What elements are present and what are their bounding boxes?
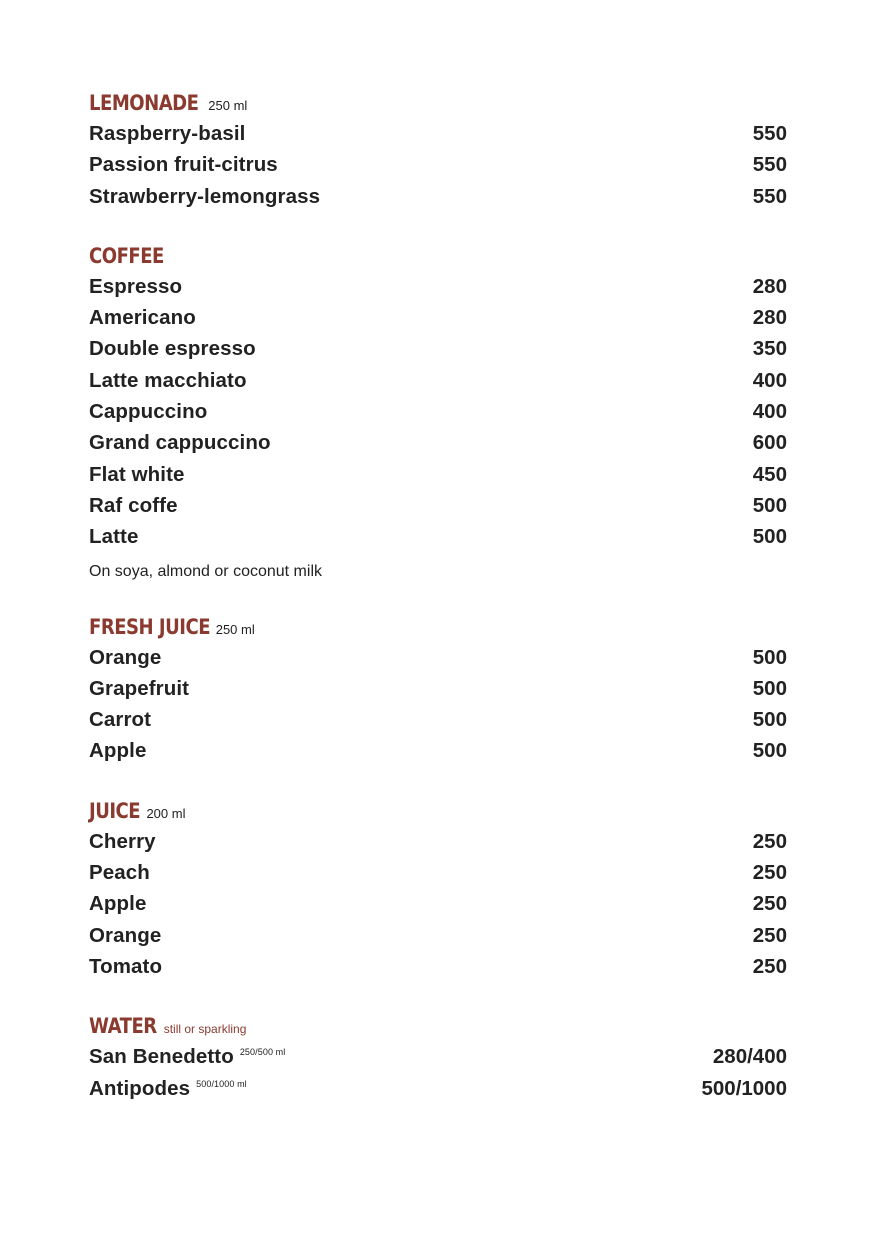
item-price: 350 (752, 337, 787, 361)
item-name: Carrot (89, 708, 152, 732)
item-name: Antipodes (89, 1076, 191, 1100)
menu-item (89, 892, 787, 923)
item-name: Americano (89, 306, 196, 330)
section-volume: 250 ml (208, 98, 248, 113)
item-price: 250 (752, 892, 787, 916)
section-water (89, 1014, 787, 1108)
menu-item (89, 1045, 787, 1076)
menu-item (89, 400, 787, 431)
menu-item (89, 494, 787, 525)
item-name: Cappuccino (89, 400, 208, 424)
menu-item (89, 708, 787, 739)
menu-item (89, 275, 787, 306)
item-name: Latte macchiato (89, 368, 247, 392)
item-price: 400 (752, 400, 787, 424)
section-title: COFFEE (89, 243, 164, 268)
menu-item (89, 1077, 787, 1108)
item-name: Raf coffe (89, 493, 178, 517)
item-price: 500 (752, 739, 787, 763)
section-header (89, 244, 787, 275)
item-name-wrap (89, 1045, 285, 1069)
item-name: Cherry (89, 829, 156, 853)
item-price: 550 (752, 122, 787, 145)
item-name: Apple (89, 739, 147, 763)
section-header (89, 799, 787, 830)
item-name: Strawberry-lemongrass (89, 184, 321, 208)
item-name: Apple (89, 892, 147, 916)
item-price: 500 (752, 676, 787, 700)
item-price: 250 (752, 829, 787, 853)
menu-item (89, 337, 787, 368)
section-header (89, 1014, 787, 1045)
item-price: 500 (752, 645, 787, 669)
item-price: 250 (752, 954, 787, 978)
item-price: 550 (752, 153, 787, 177)
item-name: Latte (89, 525, 139, 549)
item-name: Espresso (89, 274, 183, 298)
item-name: Double espresso (89, 337, 256, 361)
item-name: Flat white (89, 462, 185, 486)
section-title: WATER (89, 1014, 157, 1039)
menu-item (89, 677, 787, 708)
item-price: 250 (752, 861, 787, 885)
section-juice (89, 799, 787, 986)
menu-item (89, 463, 787, 494)
menu-item (89, 431, 787, 462)
item-price: 280 (752, 306, 787, 330)
item-price: 600 (752, 431, 787, 455)
menu-item (89, 153, 787, 184)
item-name: San Benedetto (89, 1045, 234, 1069)
item-name-wrap (89, 1077, 247, 1101)
section-volume: 250 ml (215, 621, 255, 637)
item-name: Orange (89, 923, 162, 947)
menu-item (89, 955, 787, 986)
item-price: 400 (752, 368, 787, 392)
section-title: FRESH JUICE (89, 614, 211, 639)
menu-item (89, 861, 787, 892)
item-name: Grand cappuccino (89, 431, 271, 455)
item-volume: 250/500 ml (239, 1047, 286, 1058)
item-name: Orange (89, 645, 162, 669)
section-header (89, 91, 787, 122)
menu-item (89, 924, 787, 955)
item-price: 250 (752, 923, 787, 947)
menu-item (89, 306, 787, 337)
section-lemonade (89, 91, 787, 216)
section-fresh-juice (89, 615, 787, 771)
menu-item (89, 646, 787, 677)
menu-item (89, 830, 787, 861)
menu-item (89, 185, 787, 216)
milk-options-note: On soya, almond or coconut milk (89, 562, 322, 580)
section-volume: 200 ml (146, 805, 186, 821)
section-title: JUICE (89, 798, 141, 823)
item-price: 500 (752, 708, 787, 732)
item-name: Grapefruit (89, 676, 190, 700)
menu-item (89, 369, 787, 400)
menu-item (89, 525, 787, 556)
menu-item (89, 122, 787, 153)
section-title: LEMONADE (89, 91, 199, 115)
item-name: Passion fruit-citrus (89, 153, 278, 177)
section-coffee (89, 244, 787, 587)
item-price: 280 (752, 274, 787, 298)
item-volume: 500/1000 ml (196, 1078, 247, 1089)
item-price: 500 (752, 493, 787, 517)
menu-item (89, 739, 787, 770)
item-price: 550 (752, 184, 787, 208)
item-price: 500/1000 (701, 1076, 787, 1100)
menu-page (89, 91, 787, 1136)
item-price: 500 (752, 525, 787, 549)
item-name: Tomato (89, 954, 163, 978)
item-name: Raspberry-basil (89, 122, 246, 145)
section-note: still or sparkling (163, 1022, 247, 1037)
section-header (89, 615, 787, 646)
item-price: 280/400 (712, 1045, 787, 1069)
item-price: 450 (752, 462, 787, 486)
item-name: Peach (89, 861, 150, 885)
